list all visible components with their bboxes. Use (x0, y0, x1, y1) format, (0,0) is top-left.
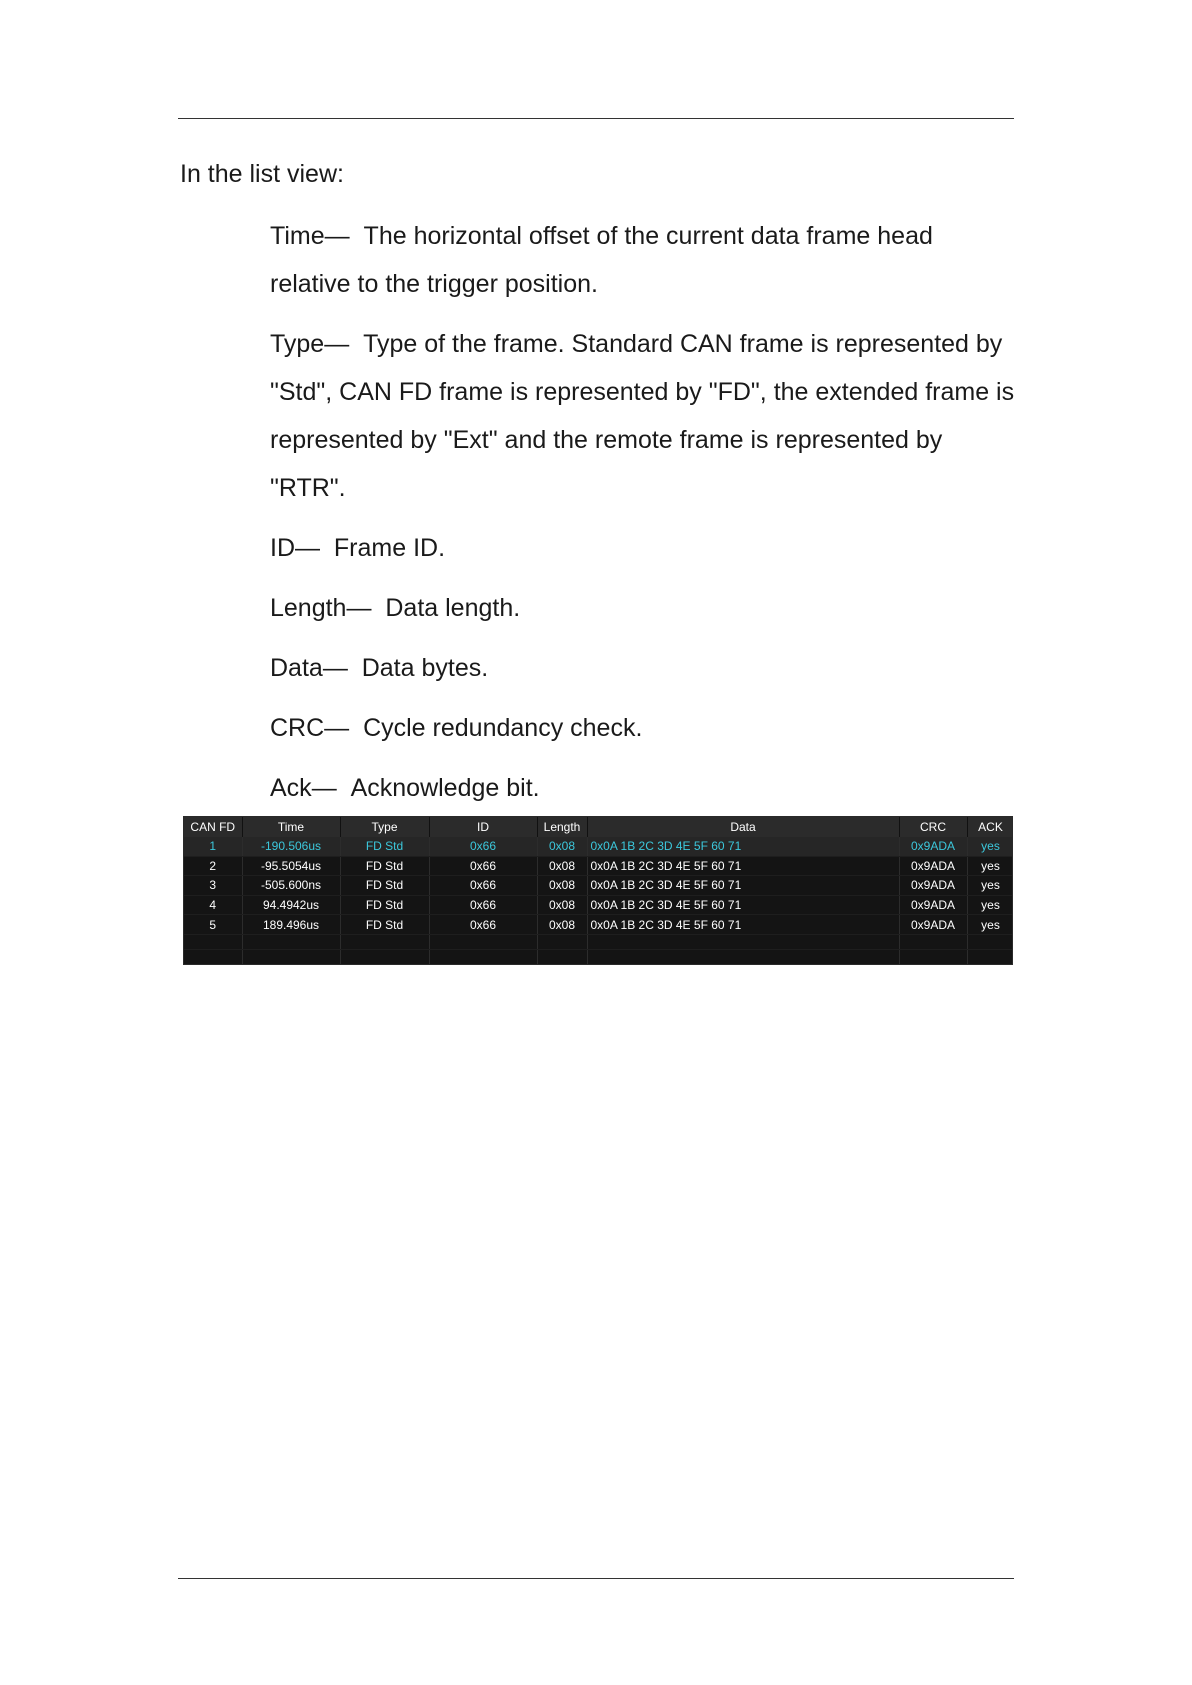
table-cell: 0x08 (537, 876, 587, 896)
table-cell: FD Std (340, 876, 429, 896)
table-cell: FD Std (340, 915, 429, 935)
definition-term: CRC — (270, 714, 363, 742)
table-cell: 0x0A 1B 2C 3D 4E 5F 60 71 (587, 837, 899, 856)
definition-desc: Frame ID. (333, 534, 446, 562)
definition-desc: Data length. (385, 594, 521, 622)
table-cell: 0x9ADA (899, 876, 967, 896)
table-cell: FD Std (340, 856, 429, 876)
table-cell: 3 (184, 876, 242, 896)
table-cell: yes (967, 895, 1013, 915)
table-cell: yes (967, 856, 1013, 876)
column-header[interactable]: ID (429, 817, 537, 837)
table-cell: 0x08 (537, 856, 587, 876)
column-header[interactable]: Time (242, 817, 340, 837)
table-cell: 0x0A 1B 2C 3D 4E 5F 60 71 (587, 856, 899, 876)
table-row[interactable] (184, 895, 1013, 915)
table-cell: 1 (184, 837, 242, 856)
definition-data (270, 644, 1020, 692)
definition-length (270, 584, 1020, 632)
table-cell: FD Std (340, 837, 429, 856)
table-row[interactable] (184, 856, 1013, 876)
definition-term: Length — (270, 594, 385, 622)
column-header[interactable]: ACK (967, 817, 1013, 837)
definition-desc: Data bytes. (361, 654, 489, 682)
table-cell: 0x66 (429, 837, 537, 856)
table-header-row (184, 817, 1013, 837)
table-cell: 0x9ADA (899, 895, 967, 915)
definition-term: Ack — (270, 774, 351, 802)
table-cell: yes (967, 837, 1013, 856)
table-cell: yes (967, 915, 1013, 935)
table-cell: FD Std (340, 895, 429, 915)
table-cell: 0x08 (537, 895, 587, 915)
table-cell: 5 (184, 915, 242, 935)
table-cell: 0x08 (537, 915, 587, 935)
table-cell: yes (967, 876, 1013, 896)
table-cell: 0x0A 1B 2C 3D 4E 5F 60 71 (587, 876, 899, 896)
table-cell: 0x66 (429, 876, 537, 896)
definition-term: Time — (270, 222, 364, 250)
can-fd-list-table (183, 816, 1013, 965)
table-cell: -190.506us (242, 837, 340, 856)
definition-crc (270, 704, 1020, 752)
definition-type (270, 320, 1020, 512)
definition-desc: Acknowledge bit. (350, 774, 540, 802)
table-cell: 0x9ADA (899, 915, 967, 935)
table-cell: 94.4942us (242, 895, 340, 915)
table-cell: 0x0A 1B 2C 3D 4E 5F 60 71 (587, 915, 899, 935)
column-header[interactable]: Length (537, 817, 587, 837)
definition-term: ID — (270, 534, 334, 562)
definition-term: Type — (270, 330, 363, 358)
table-row[interactable] (184, 915, 1013, 935)
definition-desc: Type of the frame. Standard CAN frame is represented by "Std", CAN FD frame is represented by "FD", the extended frame is represented by "Ext" and the remote frame is represented by "RTR". (270, 330, 1015, 502)
table-cell: 189.496us (242, 915, 340, 935)
definition-ack (270, 764, 1020, 812)
table-row-empty (184, 949, 1013, 964)
definition-time (270, 212, 1020, 308)
table-cell: 0x9ADA (899, 837, 967, 856)
footer-rule (178, 1578, 1014, 1579)
table-row[interactable] (184, 837, 1013, 856)
table-cell: 2 (184, 856, 242, 876)
table-cell: 0x66 (429, 856, 537, 876)
definition-desc: The horizontal offset of the current data frame head relative to the trigger position. (270, 222, 933, 298)
column-header[interactable]: Type (340, 817, 429, 837)
decode-table (184, 817, 1013, 965)
table-cell: 0x9ADA (899, 856, 967, 876)
table-cell: -505.600ns (242, 876, 340, 896)
definition-id (270, 524, 1020, 572)
intro-text: In the list view: (180, 160, 344, 188)
table-row[interactable] (184, 876, 1013, 896)
header-rule (178, 118, 1014, 119)
definition-desc: Cycle redundancy check. (363, 714, 643, 742)
definition-list (270, 212, 1020, 824)
column-header[interactable]: Data (587, 817, 899, 837)
table-cell: 0x0A 1B 2C 3D 4E 5F 60 71 (587, 895, 899, 915)
table-cell: 0x66 (429, 915, 537, 935)
table-cell: -95.5054us (242, 856, 340, 876)
table-row-empty (184, 934, 1013, 949)
table-cell: 0x66 (429, 895, 537, 915)
column-header[interactable]: CRC (899, 817, 967, 837)
table-cell: 4 (184, 895, 242, 915)
column-header[interactable]: CAN FD (184, 817, 242, 837)
table-cell: 0x08 (537, 837, 587, 856)
definition-term: Data — (270, 654, 362, 682)
